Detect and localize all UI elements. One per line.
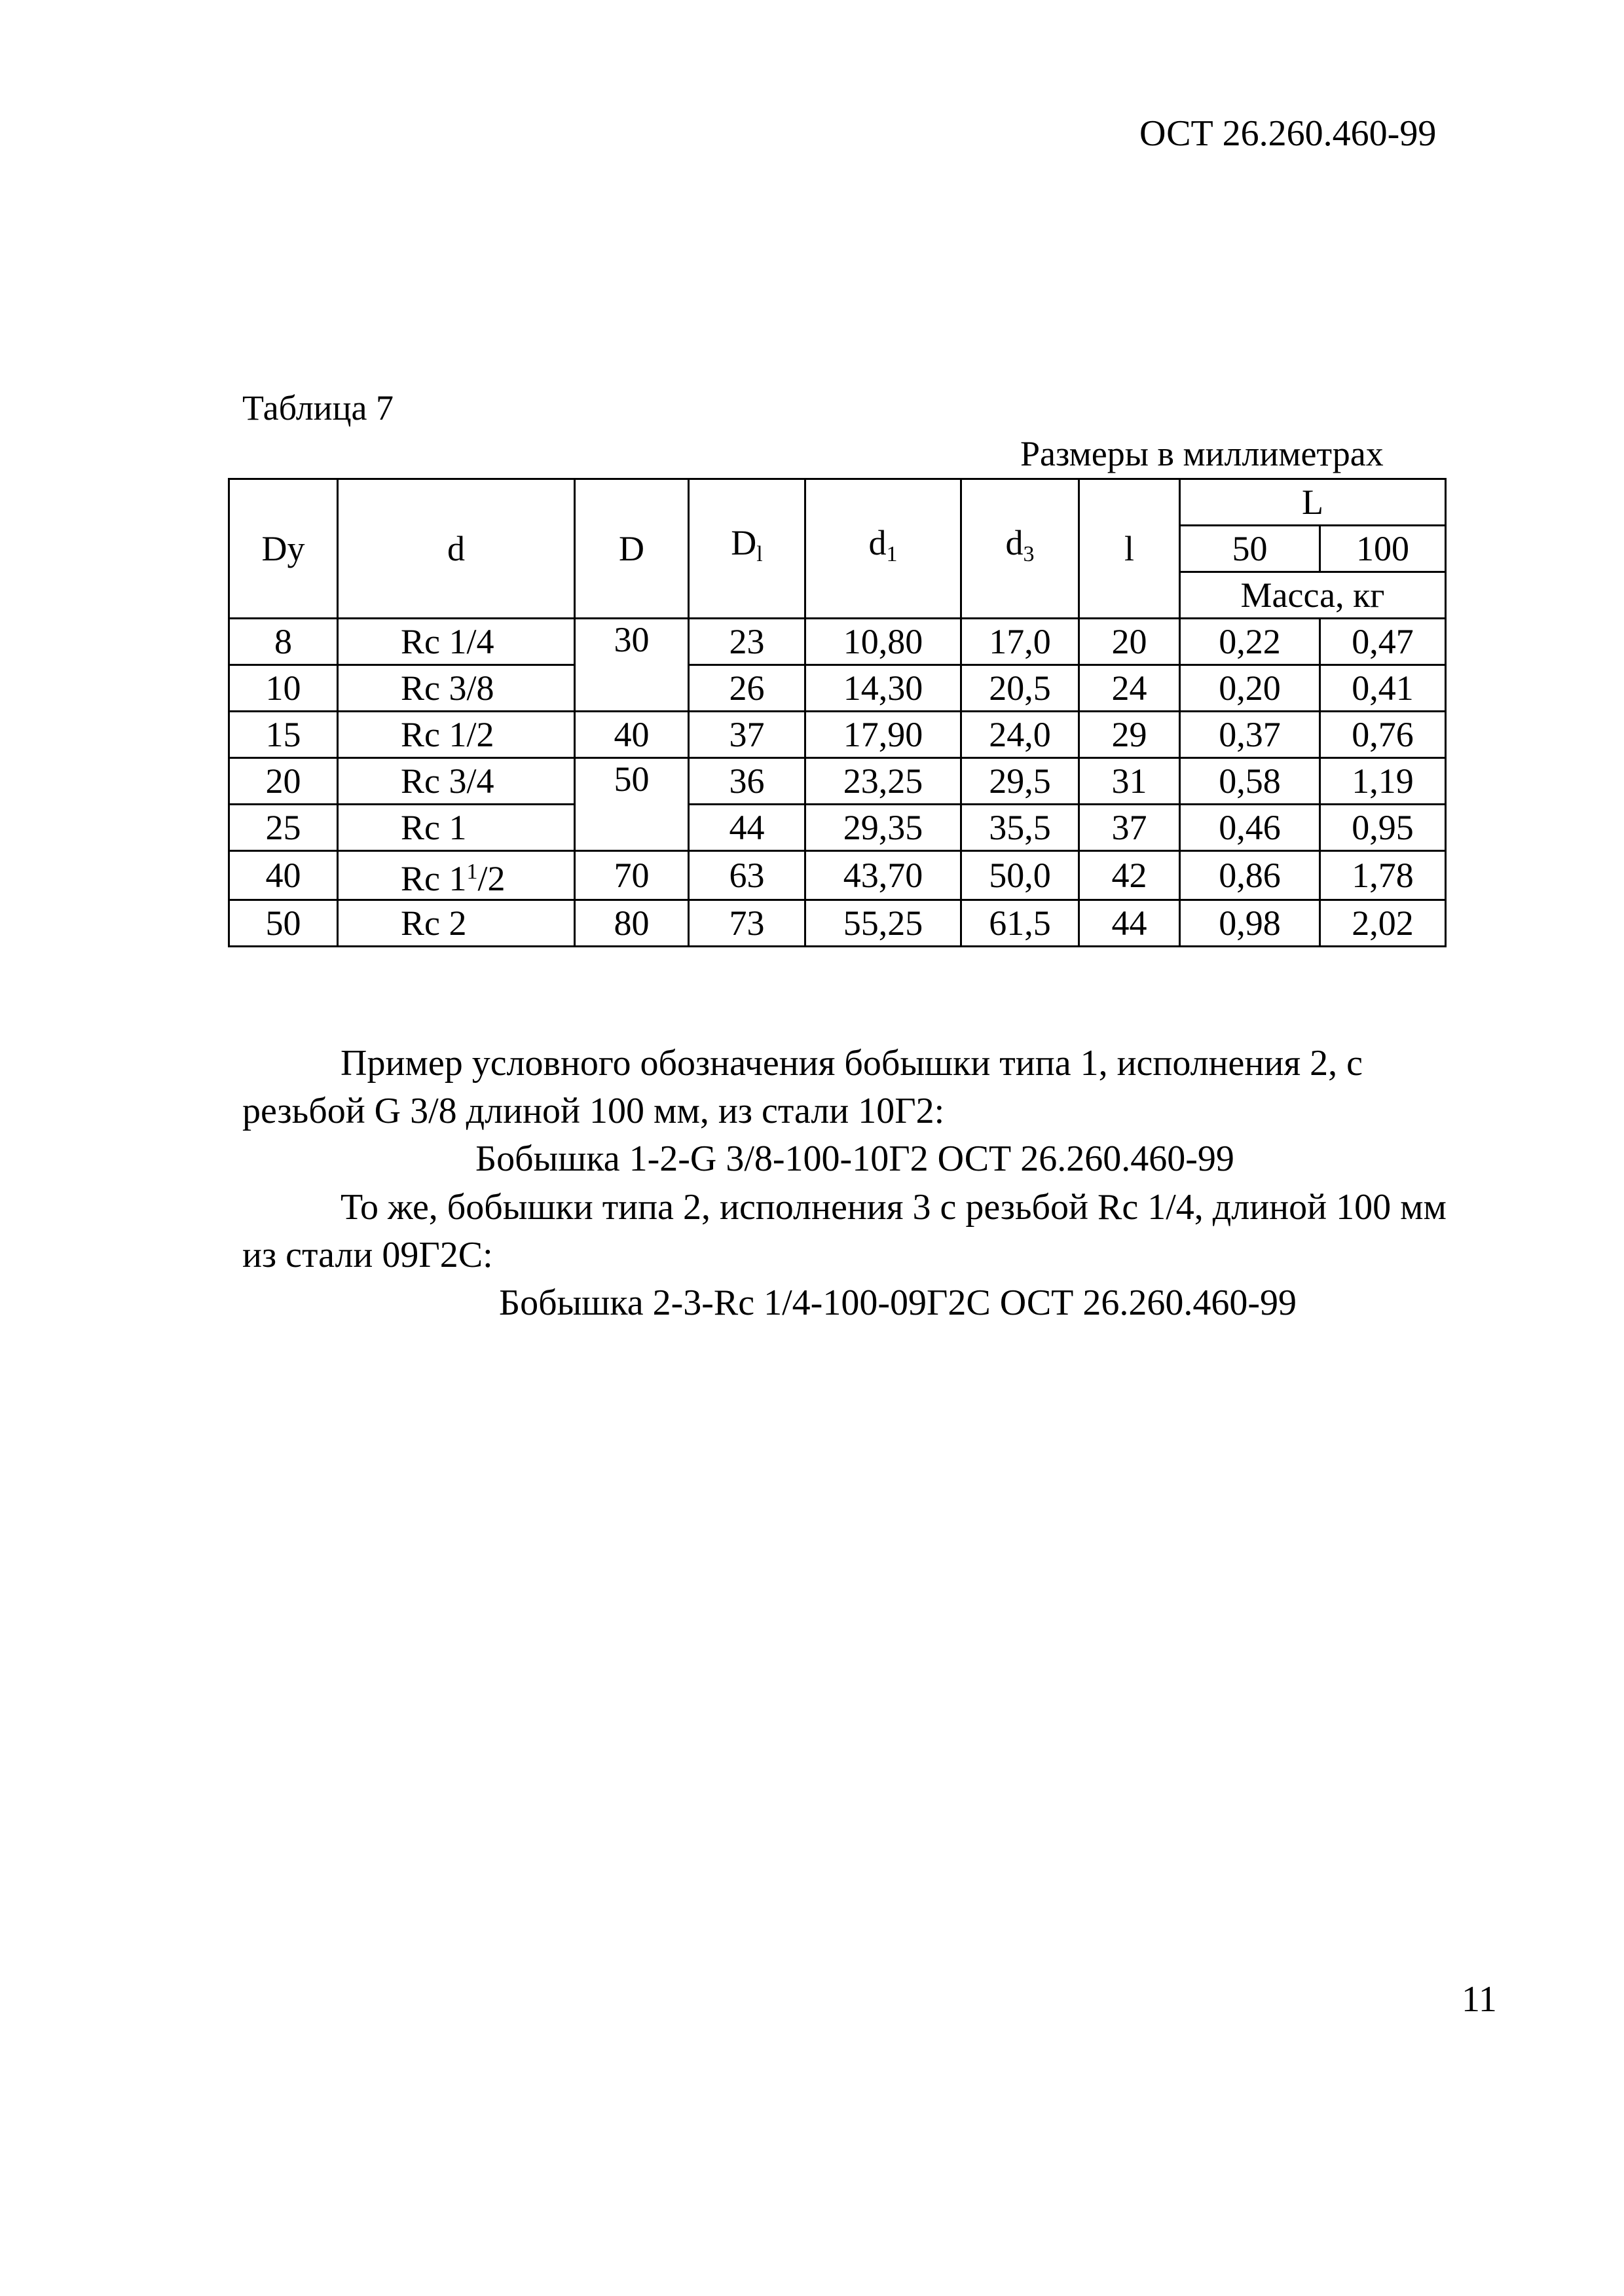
example-paragraph-2-line-1: То же, бобышки типа 2, исполнения 3 с резьбой Rc 1/4, длиной 100 мм — [341, 1187, 1447, 1228]
cell-l: 37 — [1079, 805, 1180, 851]
cell-d: Rc 3/4 — [338, 758, 575, 805]
cell-l: 42 — [1079, 851, 1180, 900]
cell-D1: 26 — [689, 665, 805, 712]
cell-mass-100: 1,19 — [1320, 758, 1446, 805]
header-L50: 50 — [1180, 526, 1320, 572]
header-d3: $d_3$ — [961, 479, 1079, 619]
cell-D1: 63 — [689, 851, 805, 900]
cell-d3: 29,5 — [961, 758, 1079, 805]
cell-l: 24 — [1079, 665, 1180, 712]
cell-mass-100: 0,41 — [1320, 665, 1446, 712]
cell-dy: 8 — [229, 619, 338, 665]
cell-dy: 20 — [229, 758, 338, 805]
cell-d3: 61,5 — [961, 900, 1079, 947]
example-designation-2: Бобышка 2-3-Rc 1/4-100-09Г2С ОСТ 26.260.460-99 — [499, 1283, 1297, 1323]
cell-d3: 35,5 — [961, 805, 1079, 851]
cell-d3: 17,0 — [961, 619, 1079, 665]
cell-mass-50: 0,58 — [1180, 758, 1320, 805]
cell-l: 29 — [1079, 712, 1180, 758]
table-row — [229, 851, 1446, 900]
example-paragraph-2-line-2: из стали 09Г2С: — [242, 1235, 493, 1275]
cell-D1: 37 — [689, 712, 805, 758]
cell-d1: 17,90 — [805, 712, 961, 758]
header-D1: $D_l$ — [689, 479, 805, 619]
header-L: L — [1180, 479, 1446, 526]
cell-mass-100: 0,76 — [1320, 712, 1446, 758]
cell-D1: 36 — [689, 758, 805, 805]
example-paragraph-1-line-2: резьбой G 3/8 длиной 100 мм, из стали 10Г2: — [242, 1091, 945, 1131]
cell-mass-50: 0,46 — [1180, 805, 1320, 851]
cell-D: 40 — [575, 712, 689, 758]
example-paragraph-1-line-1: Пример условного обозначения бобышки типа 1, исполнения 2, с — [341, 1043, 1363, 1084]
cell-mass-100: 1,78 — [1320, 851, 1446, 900]
cell-mass-100: 2,02 — [1320, 900, 1446, 947]
cell-dy: 25 — [229, 805, 338, 851]
cell-d: Rc $1^1/2$ — [338, 851, 575, 900]
table-caption: Таблица 7 — [242, 388, 394, 428]
cell-dy: 15 — [229, 712, 338, 758]
cell-D: 50 — [575, 758, 689, 851]
cell-d: Rc 3/8 — [338, 665, 575, 712]
header-mass: Масса, кг — [1180, 572, 1446, 619]
header-L100: 100 — [1320, 526, 1446, 572]
cell-D: 80 — [575, 900, 689, 947]
header-dy: Dy — [229, 479, 338, 619]
cell-d1: 10,80 — [805, 619, 961, 665]
cell-mass-50: 0,98 — [1180, 900, 1320, 947]
cell-d: Rc 1 — [338, 805, 575, 851]
cell-mass-100: 0,95 — [1320, 805, 1446, 851]
table-row — [229, 805, 1446, 851]
table-row — [229, 900, 1446, 947]
cell-D1: 44 — [689, 805, 805, 851]
cell-D: 70 — [575, 851, 689, 900]
cell-l: 44 — [1079, 900, 1180, 947]
example-designation-1: Бобышка 1-2-G 3/8-100-10Г2 ОСТ 26.260.460-99 — [475, 1139, 1234, 1179]
cell-mass-100: 0,47 — [1320, 619, 1446, 665]
cell-d1: 14,30 — [805, 665, 961, 712]
cell-d: Rc 1/4 — [338, 619, 575, 665]
cell-dy: 10 — [229, 665, 338, 712]
table-row — [229, 712, 1446, 758]
cell-D1: 73 — [689, 900, 805, 947]
page-number: 11 — [1462, 1979, 1497, 2020]
cell-d3: 50,0 — [961, 851, 1079, 900]
cell-dy: 50 — [229, 900, 338, 947]
cell-mass-50: 0,22 — [1180, 619, 1320, 665]
table-row — [229, 619, 1446, 665]
cell-d1: 29,35 — [805, 805, 961, 851]
cell-l: 31 — [1079, 758, 1180, 805]
cell-d3: 20,5 — [961, 665, 1079, 712]
cell-d1: 43,70 — [805, 851, 961, 900]
cell-mass-50: 0,20 — [1180, 665, 1320, 712]
header-d1: $d_1$ — [805, 479, 961, 619]
table-row — [229, 665, 1446, 712]
header-l: l — [1079, 479, 1180, 619]
header-D: D — [575, 479, 689, 619]
document-code: ОСТ 26.260.460-99 — [1139, 113, 1437, 154]
table-header-row — [229, 479, 1446, 526]
cell-l: 20 — [1079, 619, 1180, 665]
cell-dy: 40 — [229, 851, 338, 900]
cell-d3: 24,0 — [961, 712, 1079, 758]
cell-mass-50: 0,86 — [1180, 851, 1320, 900]
dimensions-table — [228, 478, 1447, 947]
cell-d: Rc 2 — [338, 900, 575, 947]
cell-D1: 23 — [689, 619, 805, 665]
table-row — [229, 758, 1446, 805]
cell-mass-50: 0,37 — [1180, 712, 1320, 758]
cell-D: 30 — [575, 619, 689, 712]
header-d: d — [338, 479, 575, 619]
units-note: Размеры в миллиметрах — [1020, 434, 1384, 473]
cell-d: Rc 1/2 — [338, 712, 575, 758]
cell-d1: 55,25 — [805, 900, 961, 947]
cell-d1: 23,25 — [805, 758, 961, 805]
